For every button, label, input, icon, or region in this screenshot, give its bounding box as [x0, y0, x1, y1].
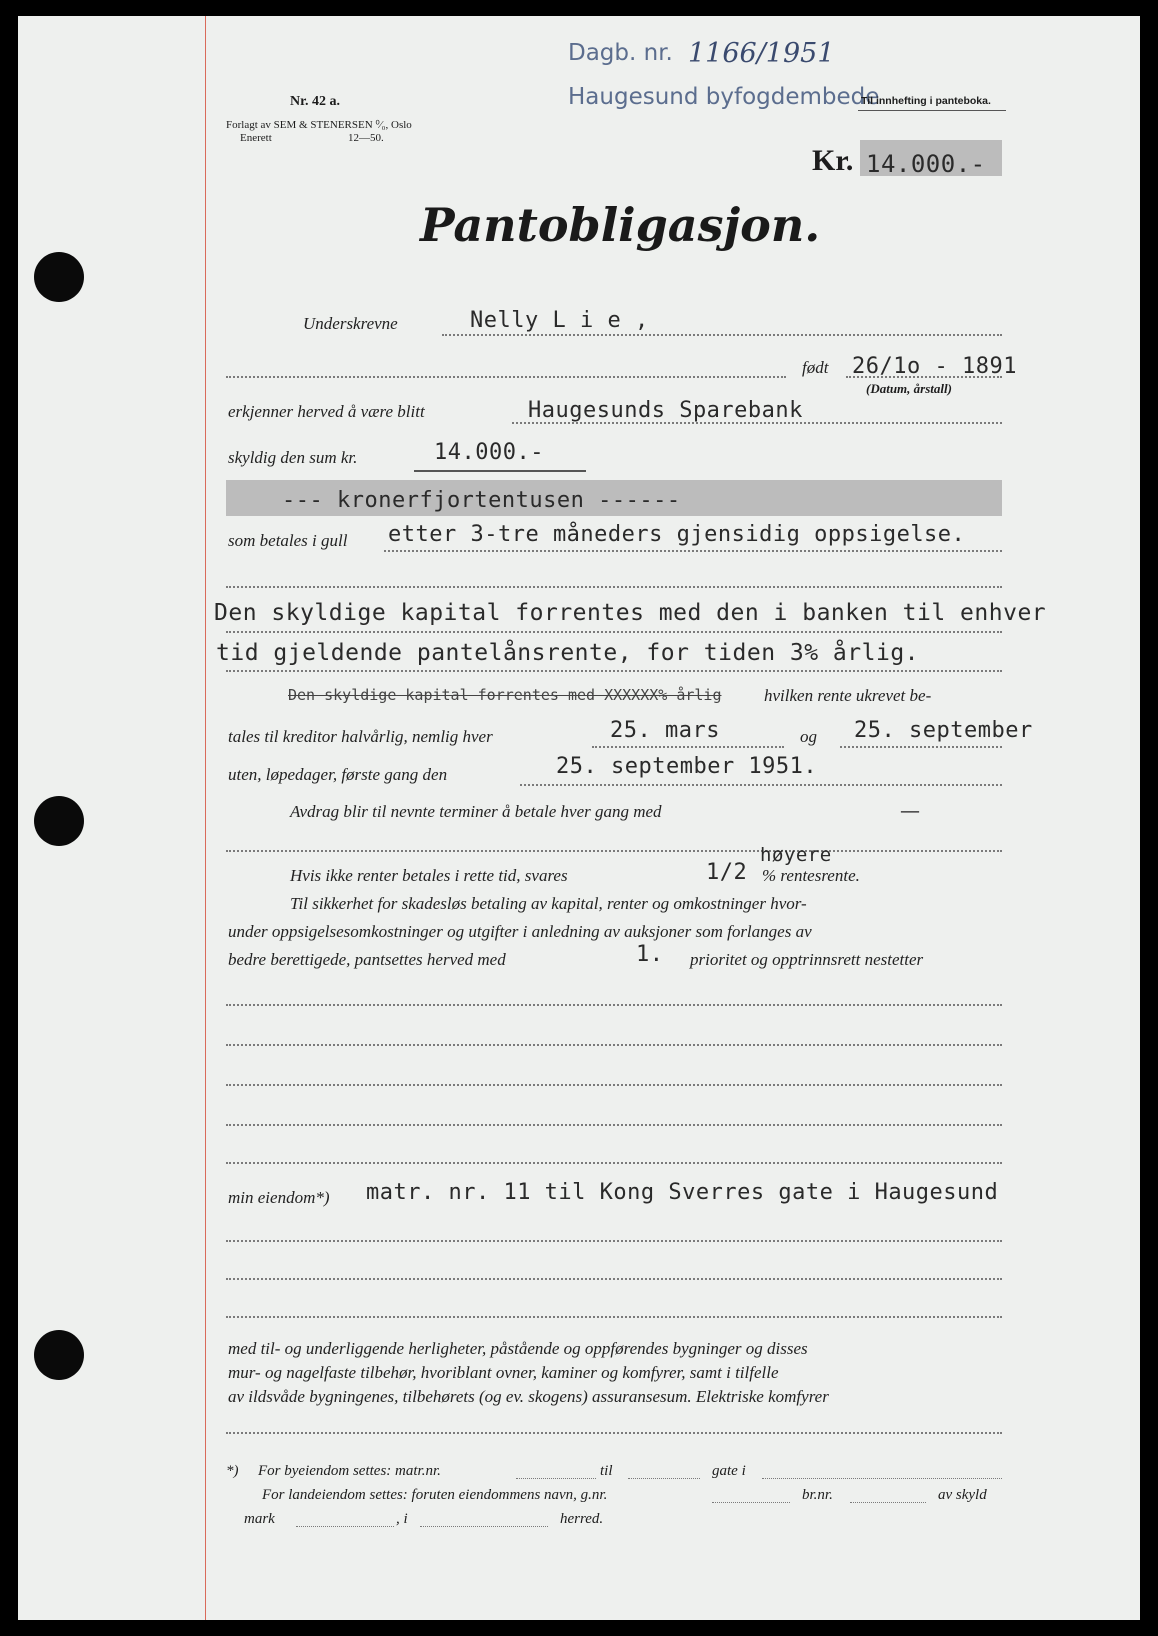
fill-line	[420, 1526, 548, 1527]
footnote-skyld: av skyld	[938, 1487, 987, 1503]
footnote-brnr: br.nr.	[802, 1487, 833, 1503]
sum-underline	[414, 470, 586, 472]
fill-line	[226, 1278, 1002, 1280]
margin-rule	[205, 16, 206, 1620]
form-number: Nr. 42 a.	[290, 94, 341, 109]
stamp-dagb: Dagb. nr.	[568, 40, 673, 66]
punch-hole	[34, 1330, 84, 1380]
footnote-in: , i	[396, 1511, 408, 1527]
appurtenance-line-1: med til- og underliggende herligheter, påstående og oppførendes bygninger og disses	[228, 1339, 808, 1358]
fill-line	[226, 1044, 1002, 1046]
punch-hole	[34, 252, 84, 302]
appurtenance-line-2: mur- og nagelfaste tilbehør, hvoriblant ovner, kaminer og komfyrer, samt i tilfelle	[228, 1363, 779, 1382]
fill-line	[592, 746, 784, 748]
page-title: Pantobligasjon.	[420, 198, 821, 252]
fill-line	[226, 1124, 1002, 1126]
security-line-3: bedre berettigede, pantsettes herved med	[228, 950, 506, 969]
signer-value: Nelly L i e ,	[470, 308, 649, 333]
sum-label: skyldig den sum kr.	[228, 448, 358, 467]
fill-line	[226, 670, 1002, 672]
payable-label: som betales i gull	[228, 531, 348, 550]
fill-line	[384, 550, 1002, 552]
footnote-marker: *)	[226, 1463, 239, 1479]
fill-line	[516, 1478, 596, 1479]
footnote-to: til	[600, 1463, 613, 1479]
late-interest-rate: 1/2	[706, 860, 748, 885]
sum-words: --- kronerfjortentusen ------	[282, 488, 681, 513]
binding-note: Til innhefting i panteboka.	[861, 95, 991, 107]
fill-line	[226, 586, 1002, 588]
stamp-court: Haugesund byfogdembede	[568, 84, 880, 110]
fill-line	[226, 631, 1002, 633]
installment-label: Avdrag blir til nevnte terminer å betale hver gang med	[290, 802, 662, 821]
term-2: 25. september	[854, 718, 1033, 743]
interest-line-2: tid gjeldende pantelånsrente, for tiden 3% årlig.	[216, 640, 920, 666]
security-line-3-end: prioritet og opptrinnsrett nestetter	[690, 950, 924, 969]
installment-value: —	[900, 798, 920, 822]
payable-value: etter 3-tre måneders gjensidig oppsigelse.	[388, 522, 966, 547]
sum-value: 14.000.-	[434, 440, 544, 465]
creditor-label: erkjenner herved å være blitt	[228, 402, 425, 421]
fill-line	[226, 1162, 1002, 1164]
fill-line	[226, 1004, 1002, 1006]
first-payment-value: 25. september 1951.	[556, 754, 818, 779]
interest-line-1: Den skyldige kapital forrentes med den i banken til enhver	[214, 600, 1047, 626]
late-interest-label: Hvis ikke renter betales i rette tid, svares	[290, 866, 568, 885]
struck-interest-text: Den skyldige kapital forrentes med XXXXXX% årlig	[288, 686, 722, 704]
footnote-line-2: For landeiendom settes: foruten eiendommens navn, g.nr.	[262, 1487, 608, 1503]
fill-line	[712, 1502, 790, 1503]
fill-line	[762, 1478, 1002, 1479]
footnote-district: herred.	[560, 1511, 604, 1527]
fill-line	[442, 334, 1002, 336]
signer-label: Underskrevne	[303, 314, 398, 333]
fill-line	[520, 784, 1002, 786]
journal-number: 1166/1951	[688, 38, 835, 69]
fill-line	[226, 1316, 1002, 1318]
security-line-1: Til sikkerhet for skadesløs betaling av kapital, renter og omkostninger hvor-	[290, 894, 807, 913]
property-value: matr. nr. 11 til Kong Sverres gate i Haugesund	[366, 1180, 999, 1205]
fill-line	[296, 1526, 394, 1527]
late-interest-higher: høyere	[760, 844, 832, 866]
fill-line	[226, 1084, 1002, 1086]
halfyear-label: tales til kreditor halvårlig, nemlig hver	[228, 727, 493, 746]
publisher: Forlagt av SEM & STENERSEN ⁰⁄₀, Oslo	[226, 119, 412, 131]
footnote-line-3: mark	[244, 1511, 275, 1527]
amount-label: Kr.	[812, 144, 854, 177]
born-value: 26/1o - 1891	[852, 354, 1017, 379]
born-label: født	[802, 358, 829, 377]
fill-line	[850, 1502, 926, 1503]
punch-hole	[34, 796, 84, 846]
fill-line	[226, 376, 786, 378]
fill-line	[226, 850, 1002, 852]
publisher-date: 12—50.	[348, 132, 384, 144]
publisher-rights: Enerett	[240, 132, 272, 144]
footnote-street: gate i	[712, 1463, 746, 1479]
binding-underline	[858, 110, 1006, 111]
footnote-line-1: For byeiendom settes: matr.nr.	[258, 1463, 441, 1479]
priority-value: 1.	[636, 942, 664, 967]
term-and: og	[800, 727, 817, 746]
term-1: 25. mars	[610, 718, 720, 743]
security-line-2: under oppsigelsesomkostninger og utgifter i anledning av auksjoner som forlanges av	[228, 922, 812, 941]
first-payment-label: uten, løpedager, første gang den	[228, 765, 448, 784]
fill-line	[628, 1478, 700, 1479]
late-interest-suffix: % rentesrente.	[762, 866, 860, 885]
born-hint: (Datum, årstall)	[866, 381, 952, 396]
fill-line	[226, 1240, 1002, 1242]
property-label: min eiendom*)	[228, 1188, 330, 1207]
fill-line	[226, 1432, 1002, 1434]
amount-value: 14.000.-	[866, 150, 986, 178]
interest-rest: hvilken rente ukrevet be-	[764, 686, 932, 705]
appurtenance-line-3: av ildsvåde bygningenes, tilbehørets (og ev. skogens) assuransesum. Elektriske komfyrer	[228, 1387, 829, 1406]
fill-line	[840, 746, 1002, 748]
creditor-value: Haugesunds Sparebank	[528, 398, 803, 423]
